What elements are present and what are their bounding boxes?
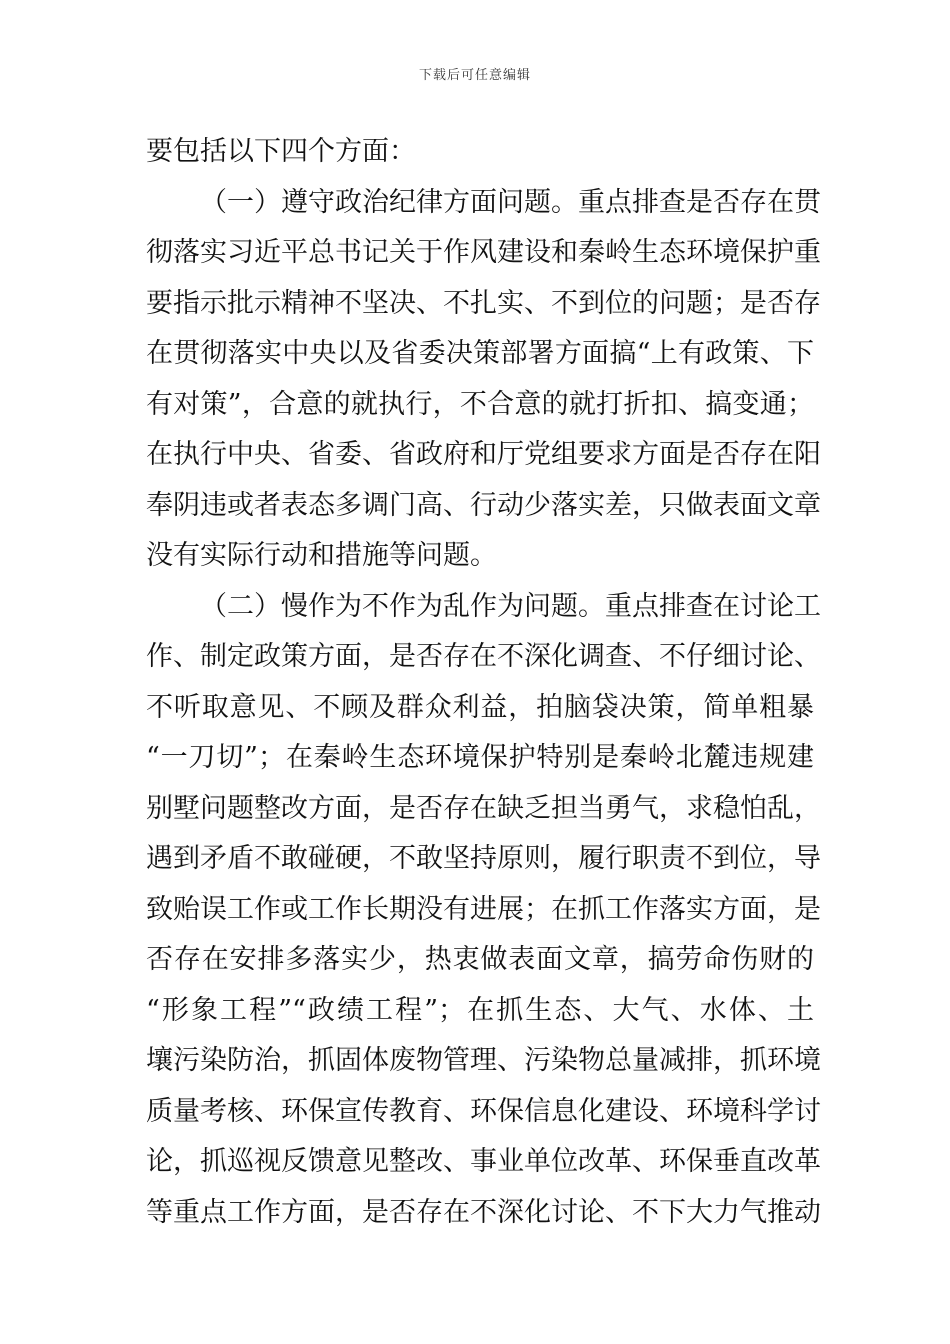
text-line: 在贯彻落实中央以及省委决策部署方面搞“上有政策、下 <box>146 338 814 369</box>
text-line: “一刀切”；在秦岭生态环境保护特别是秦岭北麓违规建 <box>146 742 814 773</box>
text-line: 否存在安排多落实少，热衷做表面文章，搞劳命伤财的 <box>146 944 814 975</box>
text-line: 等重点工作方面，是否存在不深化讨论、不下大力气推动 <box>146 1196 821 1228</box>
text-line: 别墅问题整改方面，是否存在缺乏担当勇气，求稳怕乱， <box>146 792 821 824</box>
text-line: 没有实际行动和措施等问题。 <box>146 540 497 571</box>
text-line: 壤污染防治，抓固体废物管理、污染物总量减排，抓环境 <box>146 1045 821 1076</box>
text-line: 奉阴违或者表态多调门高、行动少落实差，只做表面文章 <box>146 489 821 521</box>
text-line: 彻落实习近平总书记关于作风建设和秦岭生态环境保护重 <box>146 237 821 268</box>
text-line: 有对策”，合意的就执行，不合意的就打折扣、搞变通； <box>146 388 814 420</box>
text-line: 要包括以下四个方面： <box>146 136 416 167</box>
text-line: 不听取意见、不顾及群众利益，拍脑袋决策，简单粗暴 <box>146 691 814 723</box>
text-line: 作、制定政策方面，是否存在不深化调查、不仔细讨论、 <box>146 641 821 672</box>
page-header: 下载后可任意编辑 <box>418 68 531 83</box>
text-line: “形象工程”“政绩工程”；在抓生态、大气、水体、土 <box>146 994 814 1026</box>
text-line: 致贻误工作或工作长期没有进展；在抓工作落实方面，是 <box>146 893 821 925</box>
document-body <box>146 127 821 1238</box>
text-line: 要指示批示精神不坚决、不扎实、不到位的问题；是否存 <box>146 287 821 319</box>
text-line: 遇到矛盾不敢碰硬，不敢坚持原则，履行职责不到位，导 <box>146 843 821 874</box>
section-heading-line: （二）慢作为不作为乱作为问题。重点排查在讨论工 <box>200 590 821 622</box>
text-line: 在执行中央、省委、省政府和厅党组要求方面是否存在阳 <box>146 439 821 470</box>
text-line: 论，抓巡视反馈意见整改、事业单位改革、环保垂直改革 <box>146 1146 821 1177</box>
text-line: 质量考核、环保宣传教育、环保信息化建设、环境科学讨 <box>146 1095 821 1127</box>
section-heading-line: （一）遵守政治纪律方面问题。重点排查是否存在贯 <box>200 186 821 218</box>
